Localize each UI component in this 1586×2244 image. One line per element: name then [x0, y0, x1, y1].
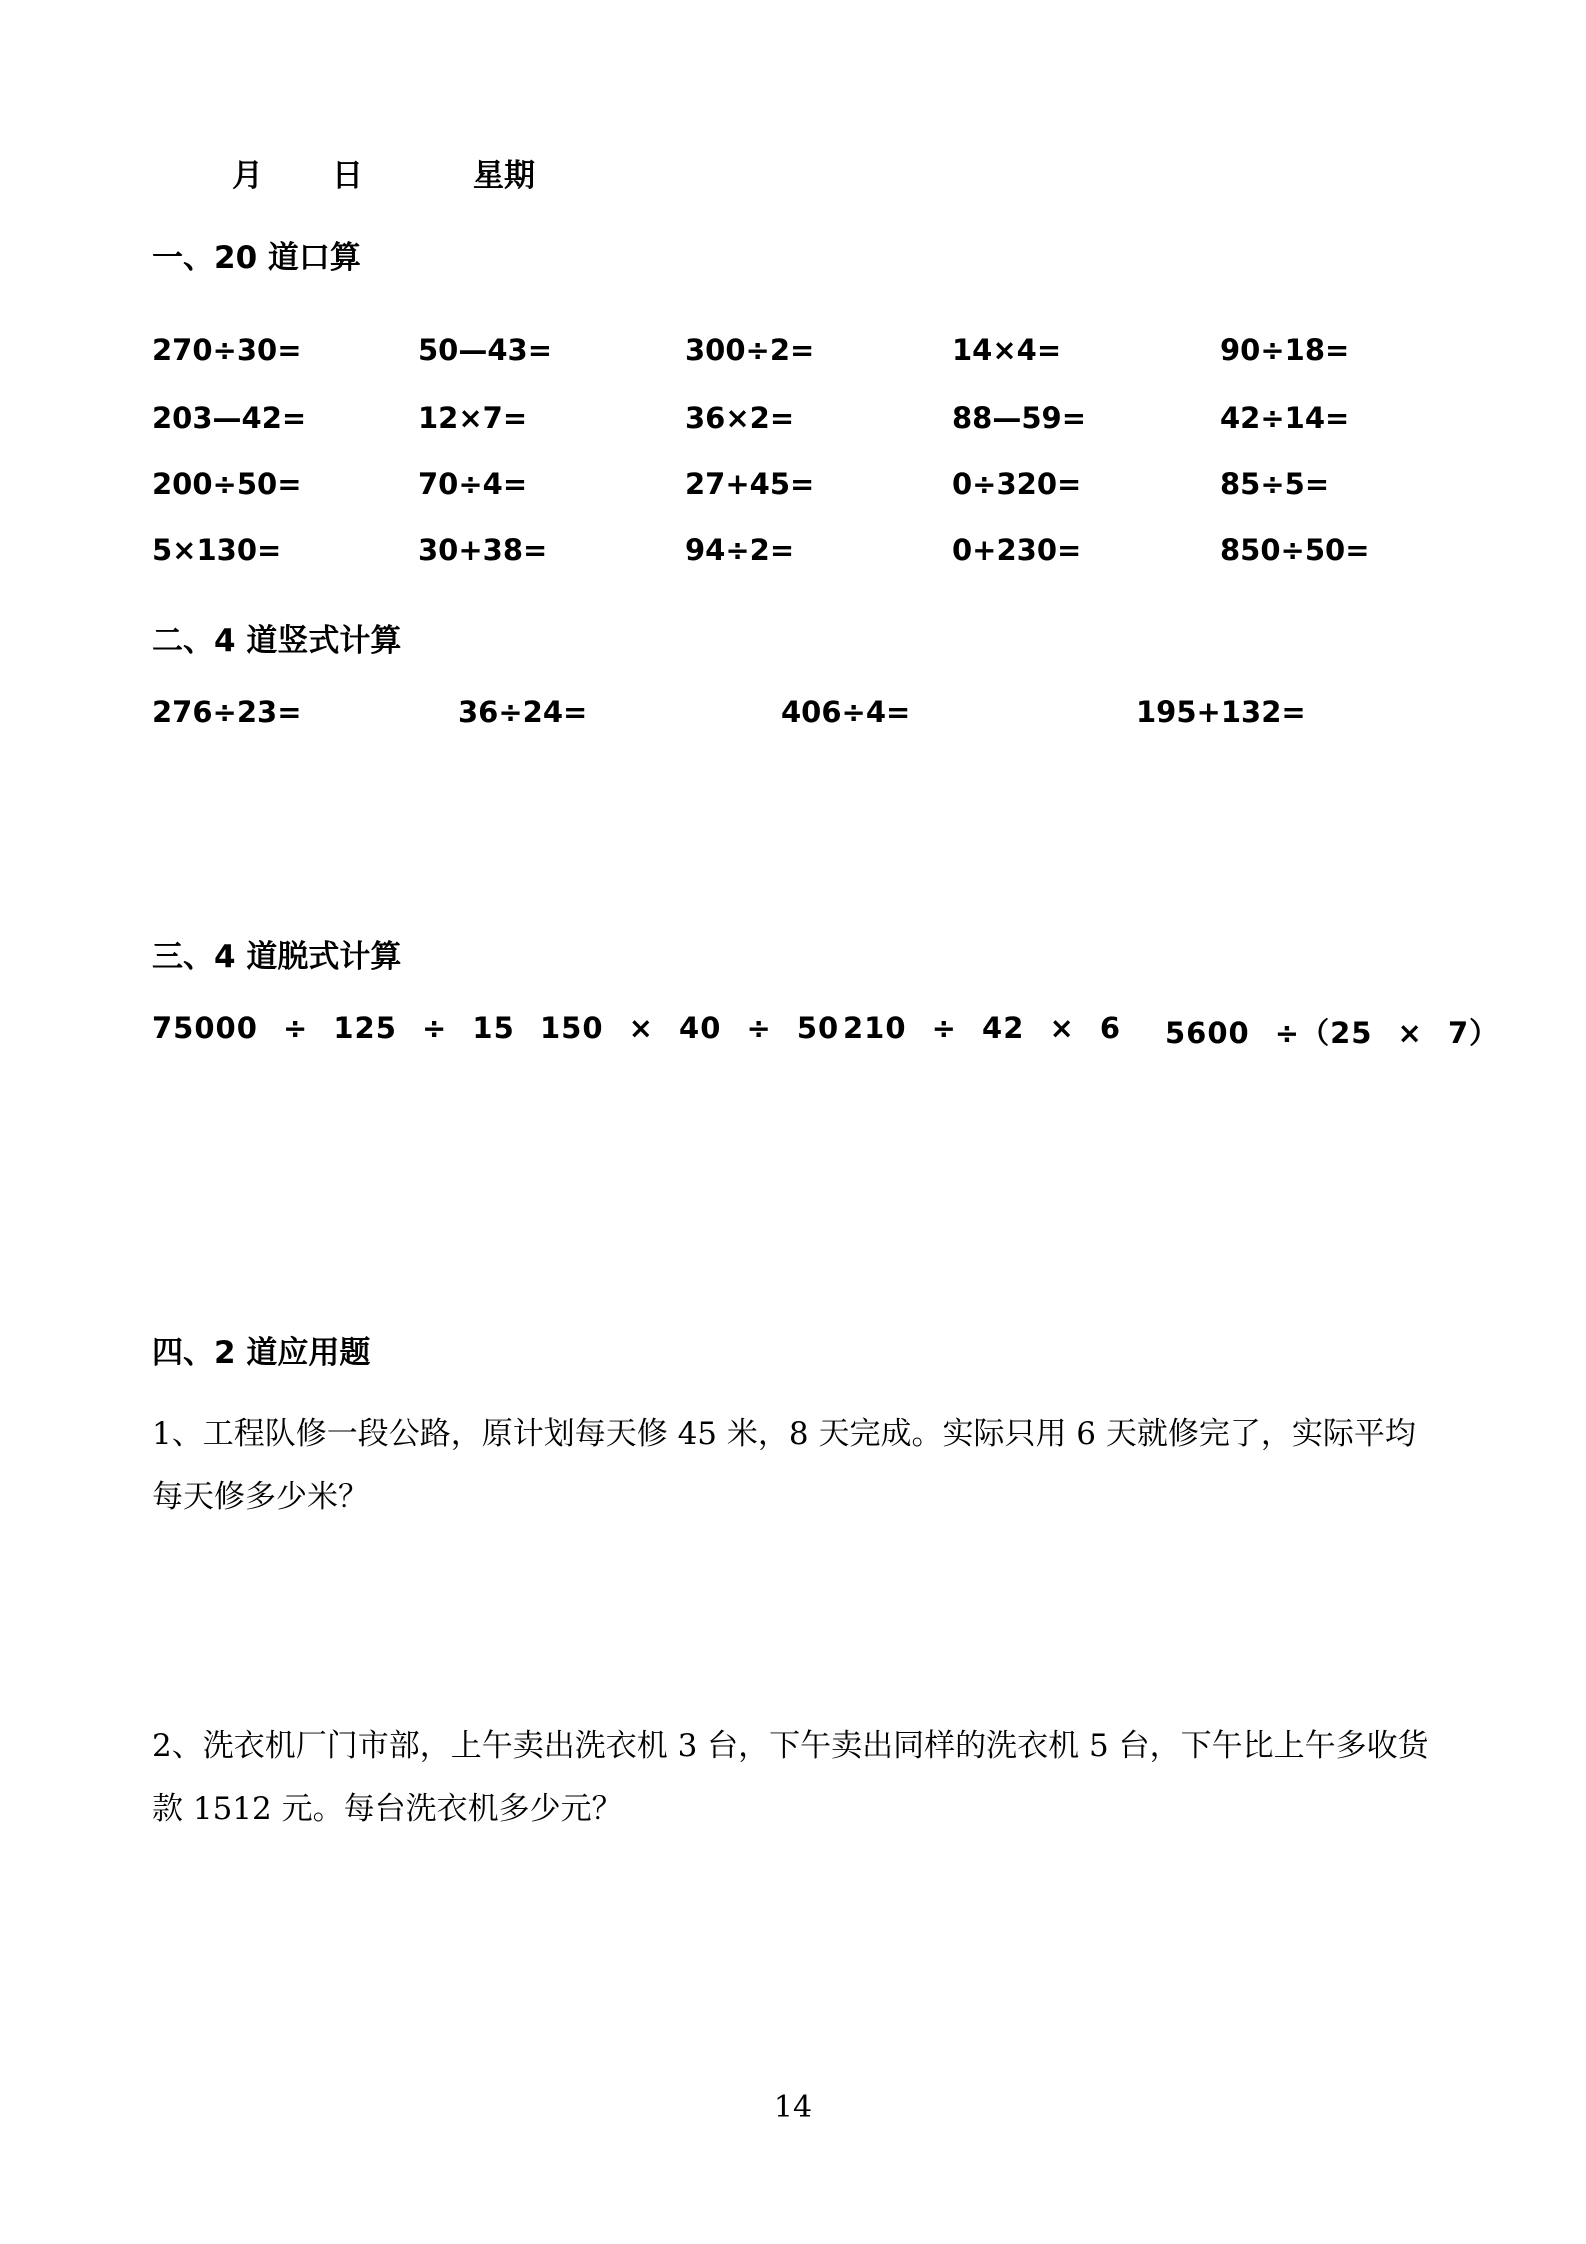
oral-calc-item: 70÷4= — [418, 467, 528, 501]
vertical-calc-item: 406÷4= — [781, 695, 911, 729]
section3-title: 三、4 道脱式计算 — [152, 939, 402, 975]
oral-calc-item: 42÷14= — [1220, 401, 1350, 435]
oral-calc-item: 200÷50= — [152, 467, 302, 501]
month-label: 月 — [232, 158, 263, 194]
oral-calc-item: 12×7= — [418, 401, 528, 435]
step-calc-item: 5600 ÷（25 × 7） — [1165, 1016, 1500, 1050]
day-label: 日 — [332, 158, 363, 194]
section1-title: 一、20 道口算 — [152, 240, 361, 276]
section2-title: 二、4 道竖式计算 — [152, 623, 402, 659]
weekday-label: 星期 — [473, 158, 535, 194]
oral-calc-item: 5×130= — [152, 533, 282, 567]
step-calc-item: 210 ÷ 42 × 6 — [843, 1011, 1122, 1045]
vertical-calc-item: 276÷23= — [152, 695, 302, 729]
oral-calc-item: 14×4= — [952, 333, 1062, 367]
oral-calc-item: 270÷30= — [152, 333, 302, 367]
oral-calc-item: 203—42= — [152, 401, 307, 435]
oral-calc-item: 850÷50= — [1220, 533, 1370, 567]
page-number: 14 — [773, 2090, 813, 2125]
vertical-calc-item: 195+132= — [1136, 695, 1306, 729]
oral-calc-item: 0+230= — [952, 533, 1082, 567]
oral-calc-item: 300÷2= — [685, 333, 815, 367]
oral-calc-item: 50—43= — [418, 333, 553, 367]
oral-calc-item: 36×2= — [685, 401, 795, 435]
oral-calc-item: 30+38= — [418, 533, 548, 567]
step-calc-item: 150 × 40 ÷ 50 — [540, 1011, 840, 1045]
oral-calc-item: 27+45= — [685, 467, 815, 501]
oral-calc-item: 85÷5= — [1220, 467, 1330, 501]
oral-calc-item: 90÷18= — [1220, 333, 1350, 367]
section4-title: 四、2 道应用题 — [152, 1335, 371, 1371]
step-calc-item: 75000 ÷ 125 ÷ 15 — [152, 1011, 515, 1045]
oral-calc-item: 88—59= — [952, 401, 1087, 435]
word-problem-2: 2、洗衣机厂门市部，上午卖出洗衣机 3 台，下午卖出同样的洗衣机 5 台，下午比上午多收货款 1512 元。每台洗衣机多少元？ — [152, 1728, 1429, 1827]
oral-calc-item: 0÷320= — [952, 467, 1082, 501]
vertical-calc-item: 36÷24= — [458, 695, 588, 729]
word-problem-1: 1、工程队修一段公路，原计划每天修 45 米，8 天完成。实际只用 6 天就修完了，实际平均每天修多少米？ — [152, 1416, 1416, 1515]
oral-calc-item: 94÷2= — [685, 533, 795, 567]
